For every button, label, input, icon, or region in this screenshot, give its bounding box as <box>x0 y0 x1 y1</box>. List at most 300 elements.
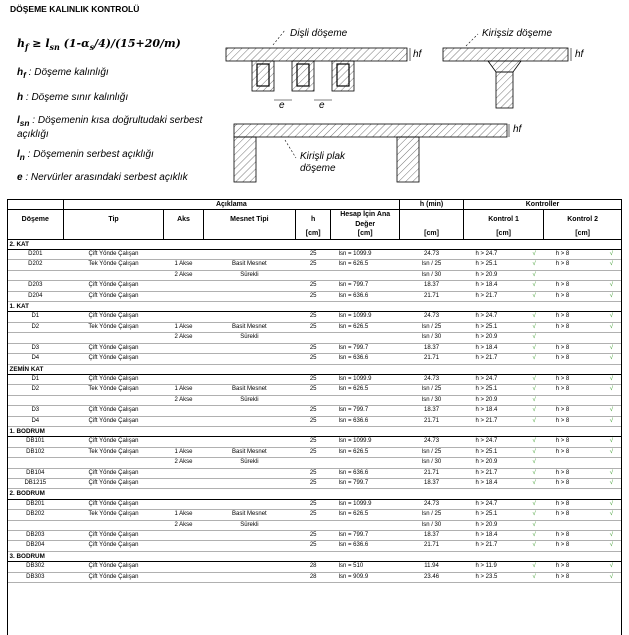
cell: lsn / 25 <box>421 386 442 393</box>
cell: Çift Yönde Çalışan <box>88 355 139 362</box>
table-row <box>8 499 622 509</box>
cell: 21.71 <box>424 542 440 549</box>
cell: 28 <box>309 563 317 570</box>
cell: 18.37 <box>424 344 440 351</box>
cell: 25 <box>309 532 317 538</box>
label-hf-2: hf <box>575 49 584 60</box>
table-row <box>8 312 622 322</box>
cell: Çift Yönde Çalışan <box>88 479 139 486</box>
cell: lsn = 1099.9 <box>338 313 372 320</box>
cell: DB302 <box>26 563 45 570</box>
cell: 24.73 <box>424 375 440 382</box>
cell: 2 Akse <box>174 396 193 403</box>
cell: lsn = 626.5 <box>338 386 369 393</box>
check-icon: √ <box>532 417 536 424</box>
table-row <box>8 520 622 530</box>
cell: h > 24.7 <box>475 313 498 320</box>
check-icon: √ <box>532 323 536 330</box>
cell: lsn = 626.5 <box>338 261 369 268</box>
cell: Çift Yönde Çalışan <box>88 313 139 320</box>
unit-h: [cm] <box>296 229 331 239</box>
cell: h > 20.9 <box>475 459 498 466</box>
cell: h > 8 <box>555 542 570 549</box>
cell: Çift Yönde Çalışan <box>88 500 139 507</box>
cell: 25 <box>309 438 317 445</box>
check-icon: √ <box>532 511 536 518</box>
cell: Sürekli <box>240 271 259 278</box>
check-icon: √ <box>609 532 613 538</box>
cell: h > 8 <box>555 251 570 258</box>
cell: 2 Akse <box>174 521 193 528</box>
cell: h > 8 <box>555 511 570 518</box>
cell: h > 18.4 <box>475 282 498 289</box>
check-icon: √ <box>609 344 613 351</box>
table-row <box>8 458 622 468</box>
legend-hf: $h_f$ : Döşeme kalınlığı <box>17 67 109 80</box>
check-icon: √ <box>609 261 613 268</box>
cell: 11.94 <box>424 563 439 570</box>
formula: $h_f \ge l_{sn}$ $(1-\alpha_s/4)/(15+20/m)$ <box>17 37 181 53</box>
check-icon: √ <box>532 542 536 549</box>
check-icon: √ <box>609 573 613 580</box>
cell: DB101 <box>26 438 45 445</box>
cell: h > 11.9 <box>475 563 497 570</box>
cell: 25 <box>309 355 317 362</box>
cell: h > 8 <box>555 282 570 289</box>
table-row <box>8 447 622 457</box>
cell: lsn = 1099.9 <box>338 375 372 382</box>
check-icon: √ <box>532 532 536 538</box>
cell: h > 8 <box>555 292 570 299</box>
cell: h > 20.9 <box>475 521 498 528</box>
cell: lsn / 25 <box>421 323 442 330</box>
section-header: ZEMİN KAT <box>8 364 622 374</box>
cell: 18.37 <box>424 532 440 538</box>
check-icon: √ <box>532 334 536 341</box>
cell: Çift Yönde Çalışan <box>88 469 139 476</box>
table-row <box>8 281 622 291</box>
cell: 2 Akse <box>174 271 193 278</box>
label-e-1: e <box>279 100 285 111</box>
section-header: 2. BODRUM <box>8 489 622 499</box>
cell: lsn / 30 <box>421 459 442 466</box>
table-row <box>8 416 622 426</box>
cell: h > 24.7 <box>475 375 498 382</box>
cell: h > 25.1 <box>475 261 498 268</box>
cell: 21.71 <box>424 417 440 424</box>
cell: h > 8 <box>555 407 570 414</box>
header-h: h <box>296 210 331 229</box>
cell: h > 24.7 <box>475 251 498 258</box>
legend-ln: $l_n$ : Döşemenin serbest açıklığı <box>17 149 154 162</box>
cell: DB102 <box>26 448 45 455</box>
cell: Çift Yönde Çalışan <box>88 542 139 549</box>
cell: lsn = 909.9 <box>338 573 369 580</box>
cell: DB204 <box>26 542 45 549</box>
cell: 2 Akse <box>174 334 193 341</box>
header-kontrol-1: Kontrol 1 <box>463 210 543 229</box>
label-hf-3: hf <box>513 124 522 135</box>
cell: h > 18.4 <box>475 344 498 351</box>
table-row <box>8 270 622 280</box>
cell: lsn = 510 <box>338 563 364 570</box>
cell: 25 <box>309 282 317 289</box>
cell: Sürekli <box>240 459 259 466</box>
cell: 21.71 <box>424 292 440 299</box>
table-row <box>8 437 622 447</box>
cell: 24.73 <box>424 251 440 258</box>
cell: Çift Yönde Çalışan <box>88 563 139 570</box>
cell: Basit Mesnet <box>232 386 267 393</box>
cell: h > 8 <box>555 261 570 268</box>
cell: Basit Mesnet <box>232 448 267 455</box>
cell: h > 25.1 <box>475 448 498 455</box>
cell: lsn / 30 <box>421 521 442 528</box>
table-row <box>8 572 622 582</box>
cell: lsn / 25 <box>421 261 442 268</box>
cell: DB203 <box>26 532 45 538</box>
label-flat-slab: Kirişsiz döşeme <box>482 28 553 39</box>
cell: h > 8 <box>555 438 570 445</box>
check-icon: √ <box>532 573 536 580</box>
cell: h > 8 <box>555 532 570 538</box>
check-icon: √ <box>609 438 613 445</box>
check-icon: √ <box>609 375 613 382</box>
check-icon: √ <box>609 251 613 258</box>
check-icon: √ <box>609 282 613 289</box>
cell: Tek Yönde Çalışan <box>88 323 139 330</box>
cell: 25 <box>309 407 317 414</box>
label-e-2: e <box>319 100 325 111</box>
header-hmin: h (min) <box>400 200 464 210</box>
unit-k1: [cm] <box>463 229 543 239</box>
table-row <box>8 478 622 488</box>
cell: h > 8 <box>555 355 570 362</box>
check-icon: √ <box>532 479 536 486</box>
check-icon: √ <box>532 292 536 299</box>
cell: 25 <box>309 542 317 549</box>
cell: DB1215 <box>24 479 47 486</box>
cell: Çift Yönde Çalışan <box>88 407 139 414</box>
cell: lsn = 636.6 <box>338 542 369 549</box>
cell: D2 <box>31 386 40 393</box>
cell: Çift Yönde Çalışan <box>88 251 139 258</box>
cell: 25 <box>309 417 317 424</box>
cell: h > 8 <box>555 417 570 424</box>
cell: h > 21.7 <box>475 355 498 362</box>
check-icon: √ <box>609 407 613 414</box>
cell: lsn = 799.7 <box>338 282 369 289</box>
label-hf-1: hf <box>413 49 422 60</box>
check-icon: √ <box>532 355 536 362</box>
label-beam-slab: Kirişli plak döşeme <box>300 151 346 174</box>
cell: h > 8 <box>555 344 570 351</box>
check-icon: √ <box>532 459 536 466</box>
table-row <box>8 333 622 343</box>
section-header: 3. BODRUM <box>8 551 622 561</box>
cell: Basit Mesnet <box>232 511 267 518</box>
cell: D3 <box>31 407 40 414</box>
legend-e: e : Nervürler arasındaki serbest açıklık <box>17 172 188 183</box>
table-row <box>8 531 622 541</box>
cell: 25 <box>309 448 317 455</box>
table-row <box>8 250 622 260</box>
cell: h > 20.9 <box>475 334 498 341</box>
cell: D2 <box>31 323 40 330</box>
cell: 18.37 <box>424 407 440 414</box>
check-icon: √ <box>609 323 613 330</box>
cell: Basit Mesnet <box>232 261 267 268</box>
cell: Çift Yönde Çalışan <box>88 532 139 538</box>
check-icon: √ <box>532 344 536 351</box>
check-icon: √ <box>532 500 536 507</box>
cell: lsn = 636.6 <box>338 469 369 476</box>
check-icon: √ <box>609 386 613 393</box>
cell: 2 Akse <box>174 459 193 466</box>
cell: Çift Yönde Çalışan <box>88 292 139 299</box>
cell: Çift Yönde Çalışan <box>88 417 139 424</box>
cell: Tek Yönde Çalışan <box>88 511 139 518</box>
cell: Tek Yönde Çalışan <box>88 386 139 393</box>
table-row <box>8 395 622 405</box>
cell: h > 8 <box>555 313 570 320</box>
cell: Basit Mesnet <box>232 323 267 330</box>
cell: DB201 <box>26 500 45 507</box>
check-icon: √ <box>532 438 536 445</box>
header-kontroller: Kontroller <box>463 200 621 210</box>
cell: 25 <box>309 375 317 382</box>
check-icon: √ <box>532 563 536 570</box>
cell: Sürekli <box>240 521 259 528</box>
check-icon: √ <box>532 386 536 393</box>
table-row <box>8 406 622 416</box>
table-row <box>8 541 622 551</box>
cell: D204 <box>28 292 43 299</box>
cell: D4 <box>31 417 40 424</box>
cell: h > 25.1 <box>475 323 498 330</box>
cell: 24.73 <box>424 438 440 445</box>
table-row <box>8 322 622 332</box>
cell: h > 18.4 <box>475 532 498 538</box>
header-aciklama: Açıklama <box>63 200 400 210</box>
cell: Sürekli <box>240 334 259 341</box>
cell: lsn = 636.6 <box>338 292 369 299</box>
cell: 1 Akse <box>174 323 193 330</box>
cell: D203 <box>28 282 43 289</box>
cell: 25 <box>309 479 317 486</box>
cell: lsn / 25 <box>421 511 442 518</box>
cell: 25 <box>309 500 317 507</box>
cell: D201 <box>28 251 43 258</box>
check-icon: √ <box>532 407 536 414</box>
cell: h > 8 <box>555 448 570 455</box>
cell: lsn = 799.7 <box>338 344 369 351</box>
table-row <box>8 562 622 572</box>
cell: lsn = 799.7 <box>338 479 369 486</box>
table-row <box>8 260 622 270</box>
cell: 18.37 <box>424 479 440 486</box>
cell: D1 <box>31 375 40 382</box>
check-icon: √ <box>609 355 613 362</box>
legend-h: h : Döşeme sınır kalınlığı <box>17 92 129 103</box>
cell: Tek Yönde Çalışan <box>88 261 139 268</box>
cell: h > 8 <box>555 573 570 580</box>
header-tip: Tip <box>63 210 164 229</box>
cell: 21.71 <box>424 355 440 362</box>
section-header: 1. KAT <box>8 302 622 312</box>
cell: 1 Akse <box>174 261 193 268</box>
cell: h > 18.4 <box>475 479 498 486</box>
cell: h > 21.7 <box>475 417 498 424</box>
header-hesap: Hesap İçin Ana Değer <box>331 210 400 229</box>
cell: h > 25.1 <box>475 511 498 518</box>
cell: D1 <box>31 313 40 320</box>
cell: DB202 <box>26 511 45 518</box>
cell: h > 18.4 <box>475 407 498 414</box>
cell: 25 <box>309 292 317 299</box>
cell: lsn = 1099.9 <box>338 251 372 258</box>
cell: lsn = 1099.9 <box>338 500 372 507</box>
cell: 23.46 <box>424 573 440 580</box>
cell: 25 <box>309 251 317 258</box>
header-mesnet: Mesnet Tipi <box>203 210 296 229</box>
cell: 21.71 <box>424 469 440 476</box>
cell: Tek Yönde Çalışan <box>88 448 139 455</box>
check-icon: √ <box>532 261 536 268</box>
cell: h > 25.1 <box>475 386 498 393</box>
table-row <box>8 468 622 478</box>
check-icon: √ <box>532 396 536 403</box>
cell: lsn = 626.5 <box>338 323 369 330</box>
cell: 24.73 <box>424 500 440 507</box>
cell: h > 21.7 <box>475 469 498 476</box>
flat-slab-drawing <box>443 34 571 108</box>
check-icon: √ <box>609 563 613 570</box>
cell: lsn = 799.7 <box>338 532 369 538</box>
cell: 25 <box>309 511 317 518</box>
cell: h > 24.7 <box>475 438 498 445</box>
check-icon: √ <box>532 521 536 528</box>
table-row <box>8 374 622 384</box>
cell: h > 20.9 <box>475 271 498 278</box>
cell: h > 21.7 <box>475 292 498 299</box>
table-row <box>8 354 622 364</box>
cell: 24.73 <box>424 313 440 320</box>
check-icon: √ <box>532 375 536 382</box>
check-icon: √ <box>609 417 613 424</box>
cell: lsn / 30 <box>421 271 442 278</box>
cell: DB303 <box>26 573 45 580</box>
cell: lsn = 636.6 <box>338 417 369 424</box>
cell: h > 8 <box>555 386 570 393</box>
cell: Çift Yönde Çalışan <box>88 282 139 289</box>
unit-hesap: [cm] <box>331 229 400 239</box>
check-icon: √ <box>532 251 536 258</box>
cell: 25 <box>309 313 317 320</box>
cell: h > 8 <box>555 563 570 570</box>
header-aks: Aks <box>164 210 203 229</box>
check-icon: √ <box>609 479 613 486</box>
check-icon: √ <box>609 313 613 320</box>
cell: lsn / 30 <box>421 334 442 341</box>
cell: Çift Yönde Çalışan <box>88 573 139 580</box>
cell: Çift Yönde Çalışan <box>88 375 139 382</box>
cell: 1 Akse <box>174 448 193 455</box>
check-icon: √ <box>609 469 613 476</box>
cell: h > 20.9 <box>475 396 498 403</box>
cell: 1 Akse <box>174 386 193 393</box>
check-icon: √ <box>532 282 536 289</box>
section-header: 1. BODRUM <box>8 426 622 436</box>
label-ribbed-slab: Dişli döşeme <box>290 28 348 39</box>
cell: 18.37 <box>424 282 440 289</box>
check-icon: √ <box>609 511 613 518</box>
check-icon: √ <box>609 292 613 299</box>
cell: h > 8 <box>555 479 570 486</box>
legend-lsn: $l_{sn}$ : Döşemenin kısa doğrultudaki serbest açıklığı <box>17 115 203 140</box>
cell: lsn = 799.7 <box>338 407 369 414</box>
cell: 28 <box>309 573 317 580</box>
cell: h > 8 <box>555 500 570 507</box>
cell: Çift Yönde Çalışan <box>88 344 139 351</box>
cell: D3 <box>31 344 40 351</box>
cell: D4 <box>31 355 40 362</box>
cell: lsn = 626.5 <box>338 448 369 455</box>
cell: lsn = 636.6 <box>338 355 369 362</box>
ribbed-slab-drawing <box>226 30 410 100</box>
page-title: DÖŞEME KALINLIK KONTROLÜ <box>10 4 140 14</box>
check-icon: √ <box>532 448 536 455</box>
cell: Çift Yönde Çalışan <box>88 438 139 445</box>
cell: h > 8 <box>555 469 570 476</box>
check-icon: √ <box>532 271 536 278</box>
cell: 1 Akse <box>174 511 193 518</box>
beam-slab-drawing <box>234 124 509 182</box>
header-kontrol-2: Kontrol 2 <box>544 210 621 229</box>
cell: Sürekli <box>240 396 259 403</box>
cell: h > 8 <box>555 323 570 330</box>
section-header: 2. KAT <box>8 239 622 249</box>
cell: h > 8 <box>555 375 570 382</box>
cell: 25 <box>309 261 317 268</box>
unit-k2: [cm] <box>544 229 621 239</box>
table-row <box>8 385 622 395</box>
cell: 25 <box>309 386 317 393</box>
cell: 25 <box>309 323 317 330</box>
cell: lsn / 30 <box>421 396 442 403</box>
check-icon: √ <box>609 500 613 507</box>
table-row <box>8 291 622 301</box>
check-icon: √ <box>532 469 536 476</box>
cell: 25 <box>309 344 317 351</box>
slab-table <box>7 199 621 583</box>
header-doseme: Döşeme <box>8 210 64 229</box>
check-icon: √ <box>609 448 613 455</box>
cell: 25 <box>309 469 317 476</box>
check-icon: √ <box>532 313 536 320</box>
table-row <box>8 343 622 353</box>
cell: h > 21.7 <box>475 542 498 549</box>
unit-hmin: [cm] <box>400 229 464 239</box>
cell: lsn = 1099.9 <box>338 438 372 445</box>
cell: lsn / 25 <box>421 448 442 455</box>
cell: lsn = 626.5 <box>338 511 369 518</box>
check-icon: √ <box>609 542 613 549</box>
cell: DB104 <box>26 469 45 476</box>
cell: h > 23.5 <box>475 573 498 580</box>
cell: h > 24.7 <box>475 500 498 507</box>
cell: D202 <box>28 261 43 268</box>
